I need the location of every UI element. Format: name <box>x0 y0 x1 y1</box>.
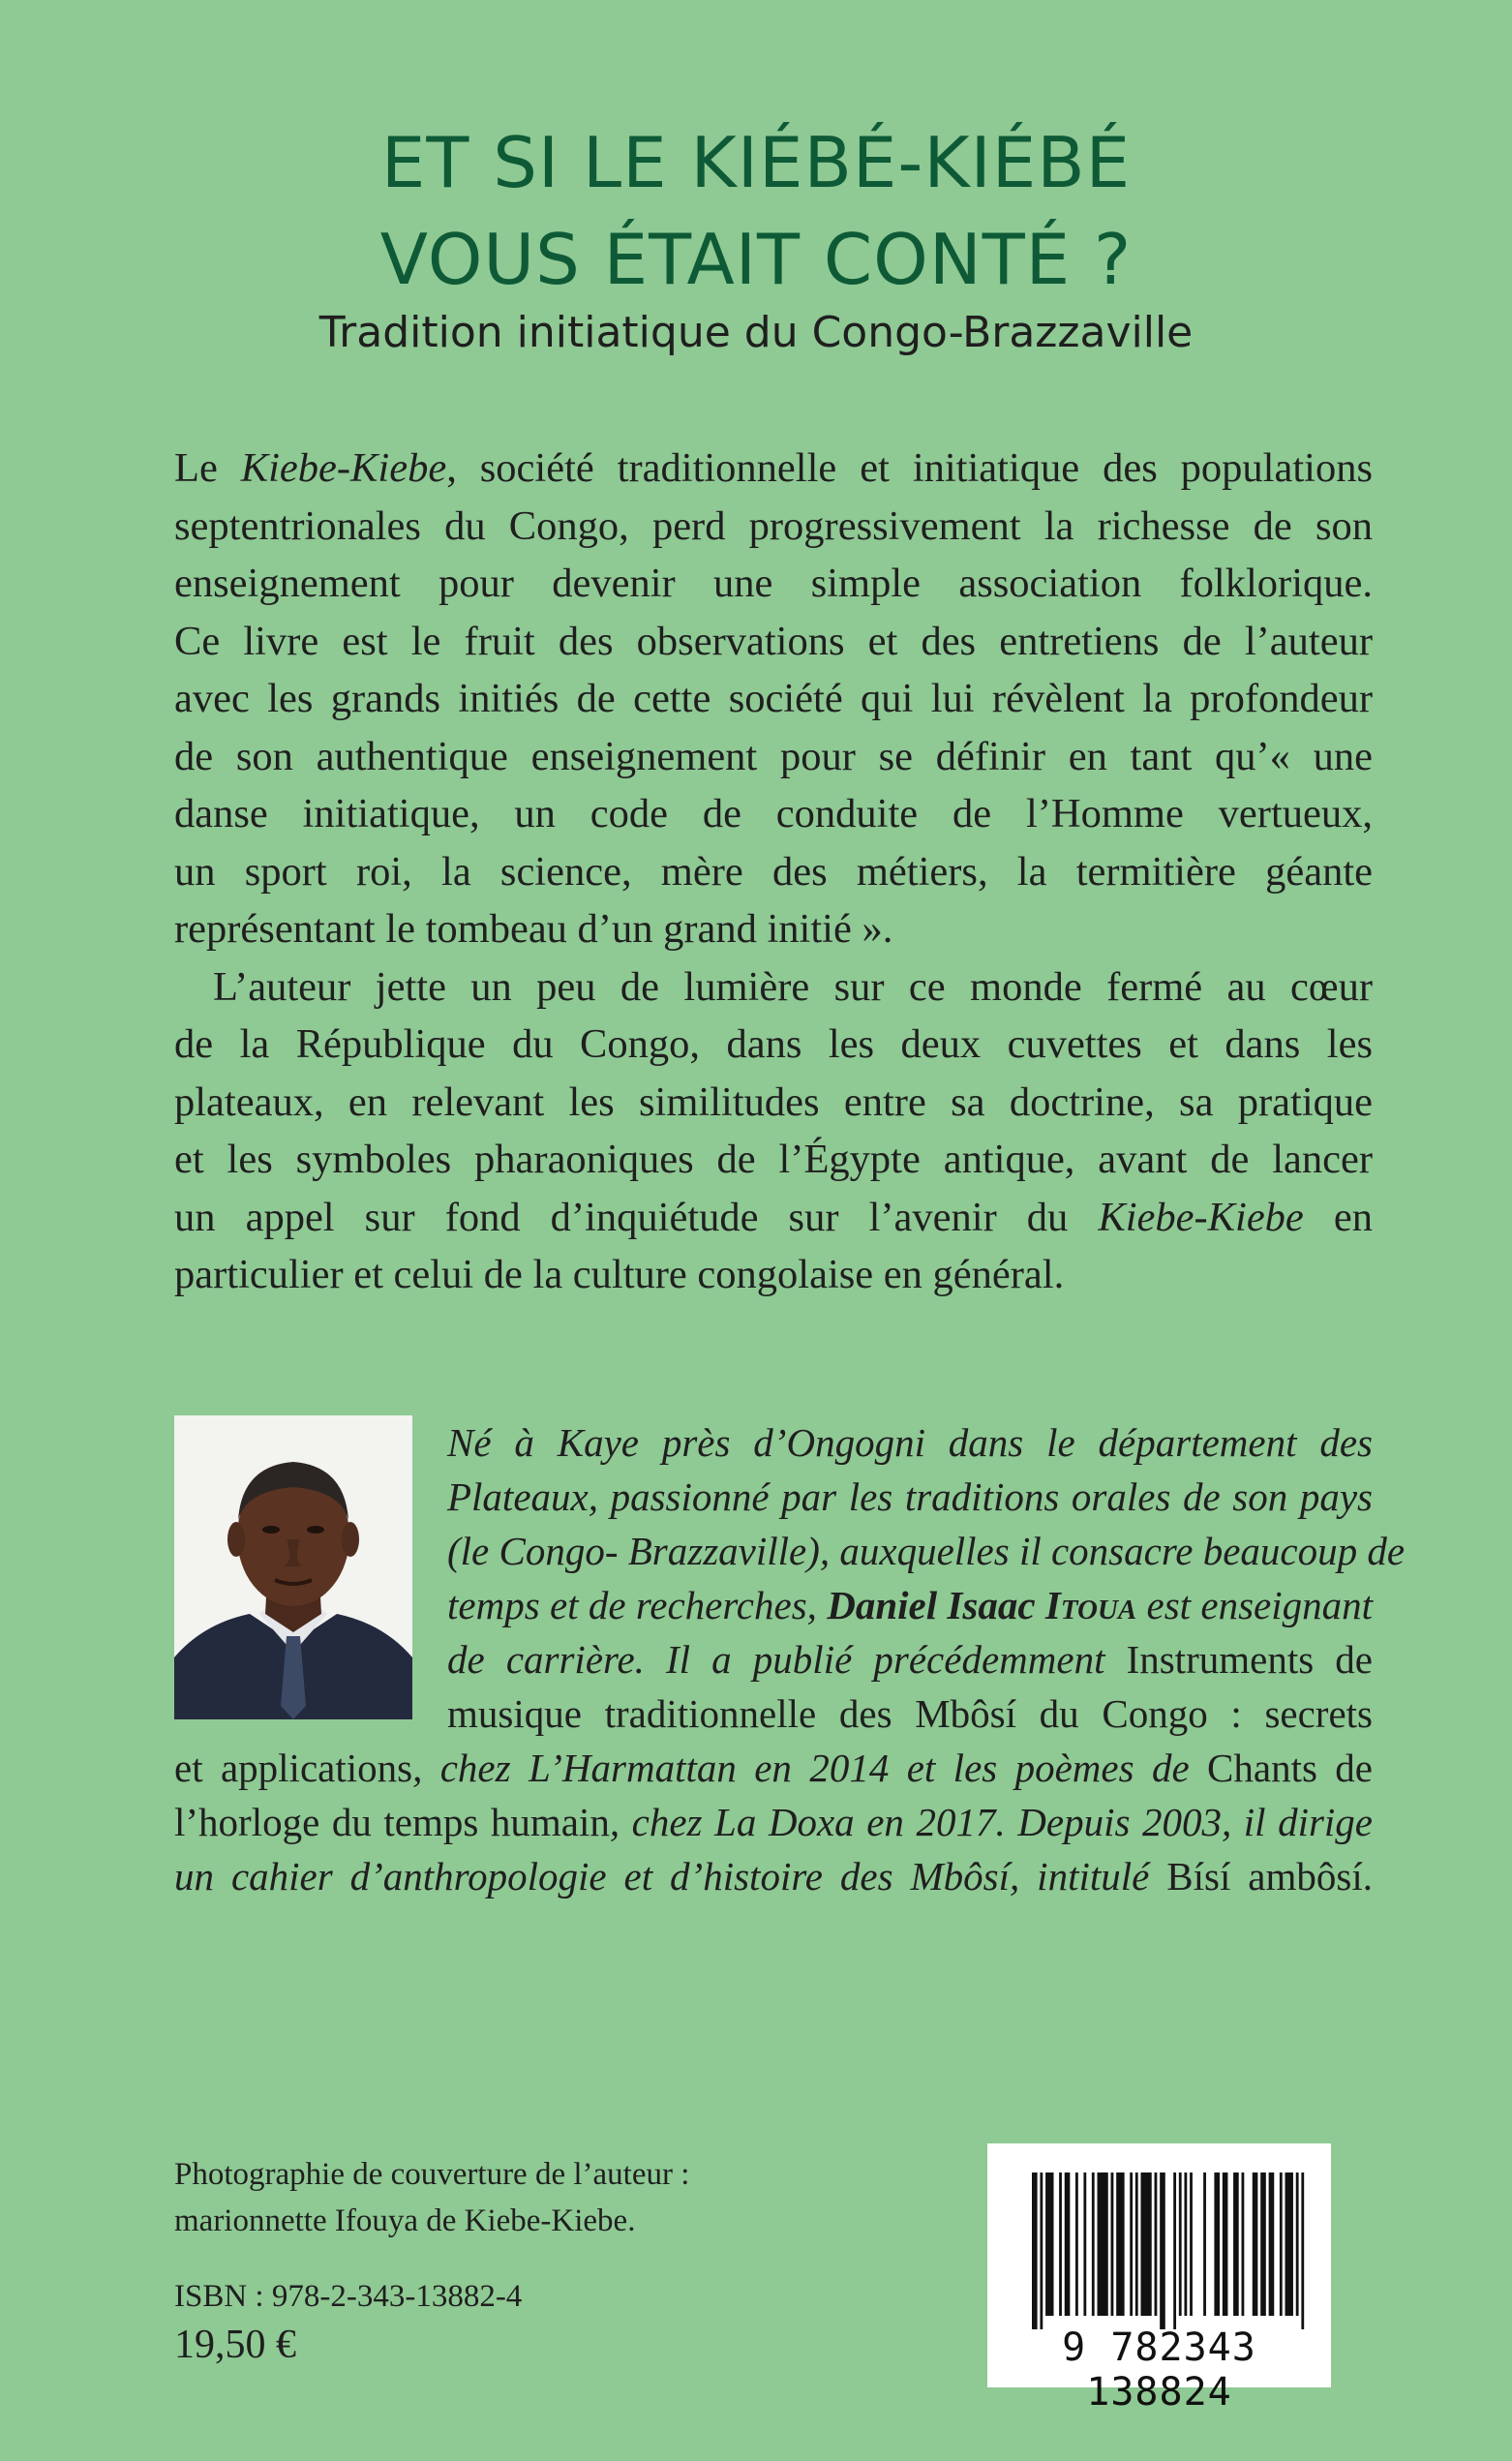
barcode-bar <box>1116 2172 1124 2316</box>
author-bio <box>174 1415 1406 1903</box>
bio-line: un cahier d’anthropologie et d’histoire des Mbôsí, intitulé Bísí ambôsí. <box>174 1854 1373 1899</box>
barcode-bar <box>1140 2172 1151 2316</box>
barcode-digits: 9 782343 138824 <box>1062 2325 1256 2415</box>
barcode-bar <box>1184 2172 1187 2316</box>
book-title <box>0 114 1512 308</box>
barcode-bar <box>1135 2172 1138 2316</box>
barcode-bar <box>1179 2172 1182 2316</box>
price: 19,50 € <box>174 2323 296 2367</box>
barcode-bar <box>1130 2172 1133 2316</box>
barcode-bar <box>1160 2172 1165 2329</box>
barcode-bar <box>1059 2172 1062 2316</box>
summary-line: danse initiatique, un code de conduite de l’Homme vertueux, <box>174 791 1373 836</box>
bio-line: temps et de recherches, Daniel Isaac Itoua est enseignant <box>447 1583 1374 1627</box>
barcode-bar <box>1223 2172 1228 2316</box>
summary-line: un sport roi, la science, mère des métiers, la termitière géante <box>174 848 1373 895</box>
barcode-bar <box>1111 2172 1114 2316</box>
summary-line: et les symboles pharaoniques de l’Égypte antique, avant de lancer <box>174 1137 1373 1182</box>
summary-line: avec les grands initiés de cette société qui lui révèlent la profondeur <box>174 676 1373 721</box>
barcode-bar <box>1045 2172 1053 2316</box>
credits-line-1: Photographie de couverture de l’auteur : <box>174 2157 690 2192</box>
bio-line: musique traditionnelle des Mbôsí du Congo : secrets <box>447 1691 1373 1736</box>
summary-line: de son authentique enseignement pour se définir en tant qu’« une <box>174 733 1373 779</box>
summary-line: Ce livre est le fruit des observations et des entretiens de l’auteur <box>174 618 1373 664</box>
barcode-bar <box>1065 2172 1071 2316</box>
barcode-bar <box>1253 2172 1258 2316</box>
summary-line: septentrionales du Congo, perd progressivement la richesse de son <box>174 502 1373 549</box>
barcode-bar <box>1155 2172 1158 2316</box>
barcode-bar <box>1269 2172 1275 2316</box>
summary-line: L’auteur jette un peu de lumière sur ce monde fermé au cœur <box>213 963 1373 1010</box>
bio-line: Né à Kaye près d’Ongogni dans le département des <box>447 1420 1373 1465</box>
barcode-bar <box>1285 2172 1293 2316</box>
bio-line: (le Congo- Brazzaville), auxquelles il consacre beaucoup de <box>447 1529 1406 1573</box>
barcode-bar <box>1083 2172 1086 2316</box>
barcode-bar <box>1214 2172 1220 2316</box>
bio-line: de carrière. Il a publié précédemment Instruments de <box>447 1637 1373 1682</box>
summary-line: particulier et celui de la culture congolaise en général. <box>174 1252 1065 1297</box>
summary-line: de la République du Congo, dans les deux cuvettes et dans les <box>174 1021 1373 1067</box>
title-line-1: ET SI LE KIÉBÉ-KIÉBÉ <box>380 122 1132 203</box>
barcode-bar <box>1032 2172 1038 2329</box>
barcode-bar <box>1075 2172 1078 2316</box>
bio-line: l’horloge du temps humain, chez La Doxa en 2017. Depuis 2003, il dirige <box>174 1800 1374 1844</box>
barcode-bar <box>1301 2172 1304 2329</box>
barcode-bar <box>1203 2172 1206 2316</box>
barcode-bar <box>1233 2172 1239 2316</box>
barcode-bar <box>1097 2172 1107 2316</box>
barcode-bar <box>1092 2172 1095 2316</box>
summary-text <box>174 440 1373 1304</box>
barcode-bar <box>1296 2172 1299 2316</box>
summary-line: un appel sur fond d’inquiétude sur l’avenir du Kiebe-Kiebe en <box>174 1194 1373 1240</box>
barcode-bar <box>1280 2172 1283 2316</box>
barcode-bar <box>1242 2172 1245 2316</box>
barcode-bar <box>1260 2172 1266 2316</box>
summary-line: Le Kiebe-Kiebe, société traditionnelle et initiatique des populations <box>174 445 1373 491</box>
photo-credits <box>174 2151 689 2244</box>
credits-line-2: marionnette Ifouya de Kiebe-Kiebe. <box>174 2203 636 2238</box>
barcode-bar <box>1040 2172 1043 2329</box>
barcode-bar <box>1190 2172 1193 2316</box>
barcode-bar <box>1173 2172 1176 2329</box>
bio-line: et applications, chez L’Harmattan en 2014 et les poèmes de Chants de <box>174 1746 1374 1790</box>
bio-line: Plateaux, passionné par les traditions orales de son pays <box>447 1474 1373 1519</box>
book-subtitle: Tradition initiatique du Congo-Brazzaville <box>318 308 1194 357</box>
summary-line: plateaux, en relevant les similitudes entre sa doctrine, sa pratique <box>174 1079 1373 1125</box>
summary-line: représentant le tombeau d’un grand initié ». <box>174 906 893 952</box>
title-line-2: VOUS ÉTAIT CONTÉ ? <box>379 219 1133 300</box>
isbn: ISBN : 978-2-343-13882-4 <box>174 2279 523 2314</box>
summary-line: enseignement pour devenir une simple association folklorique. <box>174 561 1373 606</box>
barcode <box>987 2143 1331 2415</box>
